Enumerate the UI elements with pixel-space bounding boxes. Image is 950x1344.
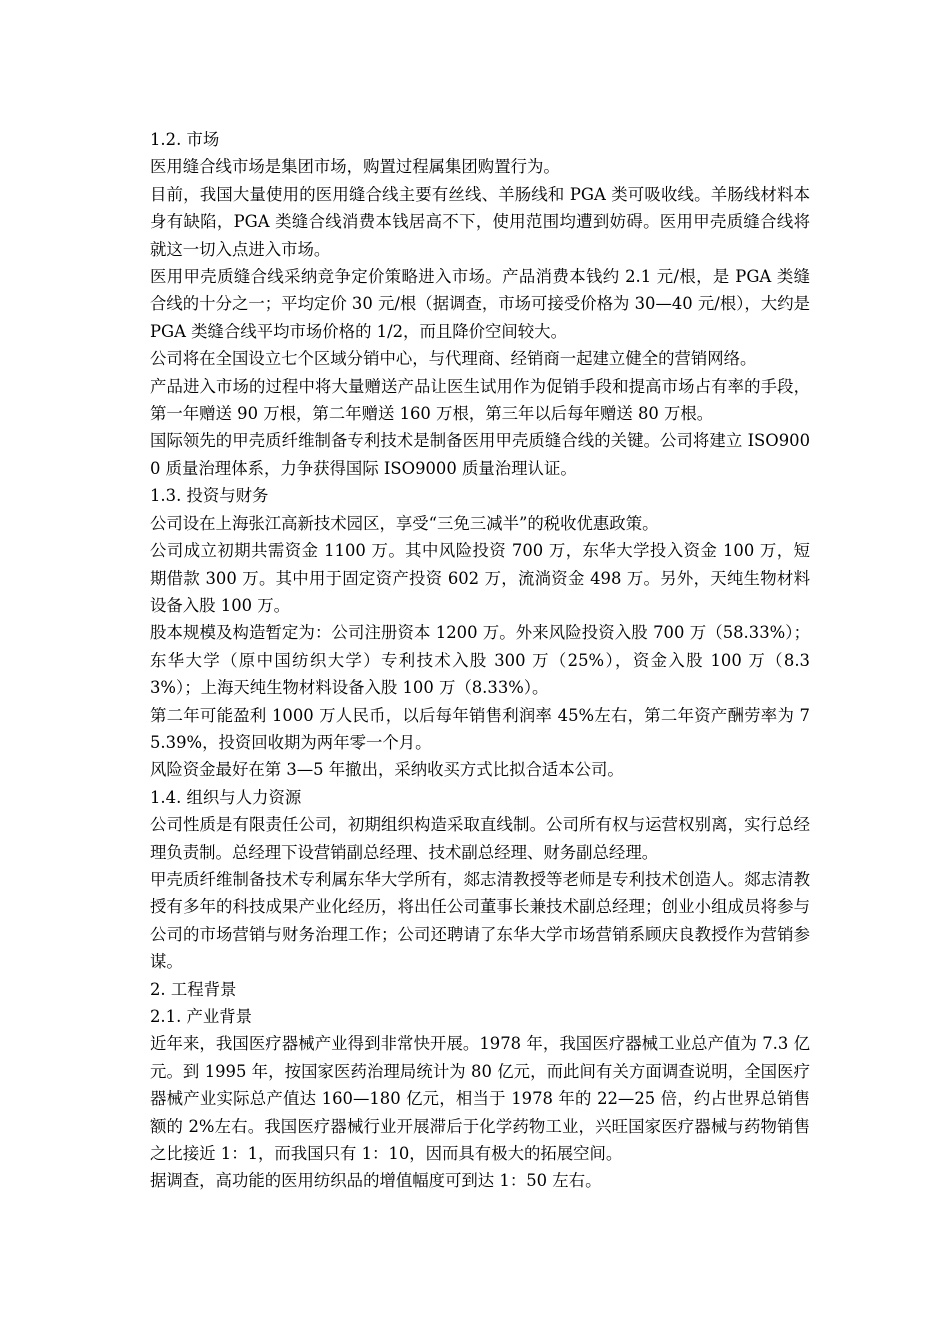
- paragraph-promotion: 产品进入市场的过程中将大量赠送产品让医生试用作为促销手段和提高市场占有率的手段，第一年赠送 90 万根，第二年赠送 160 万根，第三年以后每年赠送 80 万根。: [150, 376, 810, 424]
- paragraph-exit-strategy: 风险资金最好在第 3—5 年撤出，采纳收买方式比拟合适本公司。: [150, 760, 624, 780]
- section-heading-1-4: 1.4. 组织与人力资源: [150, 787, 302, 807]
- paragraph-patent-quality: 国际领先的甲壳质纤维制备专利技术是制备医用甲壳质缝合线的关键。公司将建立 ISO9000 质量治理体系，力争获得国际 ISO9000 质量治理认证。: [150, 431, 810, 478]
- paragraph-organization: 公司性质是有限责任公司，初期组织构造采取直线制。公司所有权与运营权别离，实行总经理负责制。总经理下设营销副总经理、技术副总经理、财务副总经理。: [150, 815, 810, 862]
- paragraph-initial-funding: 公司成立初期共需资金 1100 万。其中风险投资 700 万，东华大学投入资金 100 万，短期借款 300 万。其中用于固定资产投资 602 万，流淌资金 498 万。另外，天纯生物材料设备入股 100 万。: [150, 541, 810, 615]
- paragraph-distribution-centers: 公司将在全国设立七个区域分销中心，与代理商、经销商一起建立健全的营销网络。: [150, 349, 757, 369]
- section-heading-2: 2. 工程背景: [150, 979, 237, 999]
- paragraph-industry-growth: 近年来，我国医疗器械产业得到非常快开展。1978 年，我国医疗器械工业总产值为 7.3 亿元。到 1995 年，按国家医药治理局统计为 80 亿元，而此间有关方面调查说明，全国医疗器械产业实际总产值达 160—180 亿元，相当于 1978 年的 22—25 倍，约占世界总销售额的 2%左右。我国医疗器械行业开展滞后于化学药物工业，兴旺国家医疗器械与药物销售之比接近 1：1，而我国只有 1：10，因而具有极大的拓展空间。: [150, 1034, 810, 1164]
- document-page: [150, 126, 810, 1195]
- section-heading-1-2: 1.2. 市场: [150, 130, 220, 149]
- paragraph-location-tax: 公司设在上海张江高新技术园区，享受“三免三减半”的税收优惠政策。: [150, 513, 659, 533]
- paragraph-patent-team: 甲壳质纤维制备技术专利属东华大学所有，郯志清教授等老师是专利技术创造人。郯志清教授有多年的科技成果产业化经历，将出任公司董事长兼技术副总经理；创业小组成员将参与公司的市场营销与财务治理工作；公司还聘请了东华大学市场营销系顾庆良教授作为营销参谋。: [150, 869, 810, 972]
- paragraph-profit-forecast: 第二年可能盈利 1000 万人民币，以后每年销售利润率 45%左右，第二年资产酬劳率为 75.39%，投资回收期为两年零一个月。: [150, 705, 810, 752]
- section-heading-1-3: 1.3. 投资与财务: [150, 486, 269, 506]
- paragraph-current-sutures: 目前，我国大量使用的医用缝合线主要有丝线、羊肠线和 PGA 类可吸收线。羊肠线材料本身有缺陷，PGA 类缝合线消费本钱居高不下，使用范围均遭到妨碍。医用甲壳质缝合线将就这一切入点进入市场。: [150, 184, 810, 259]
- paragraph-market-type: 医用缝合线市场是集团市场，购置过程属集团购置行为。: [150, 157, 560, 177]
- section-heading-2-1: 2.1. 产业背景: [150, 1007, 253, 1026]
- paragraph-pricing-strategy: 医用甲壳质缝合线采纳竞争定价策略进入市场。产品消费本钱约 2.1 元/根，是 PGA 类缝合线的十分之一；平均定价 30 元/根（据调查，市场可接受价格为 30—40 元/根），大约是 PGA 类缝合线平均市场价格的 1/2，而且降价空间较大。: [150, 267, 810, 341]
- paragraph-value-added: 据调查，高功能的医用纺织品的增值幅度可到达 1：50 左右。: [150, 1171, 602, 1191]
- paragraph-equity-structure: 股本规模及构造暂定为：公司注册资本 1200 万。外来风险投资入股 700 万（58.33%）；东华大学（原中国纺织大学）专利技术入股 300 万（25%），资金入股 100 万（8.33%）；上海天纯生物材料设备入股 100 万（8.33%）。: [150, 623, 810, 698]
